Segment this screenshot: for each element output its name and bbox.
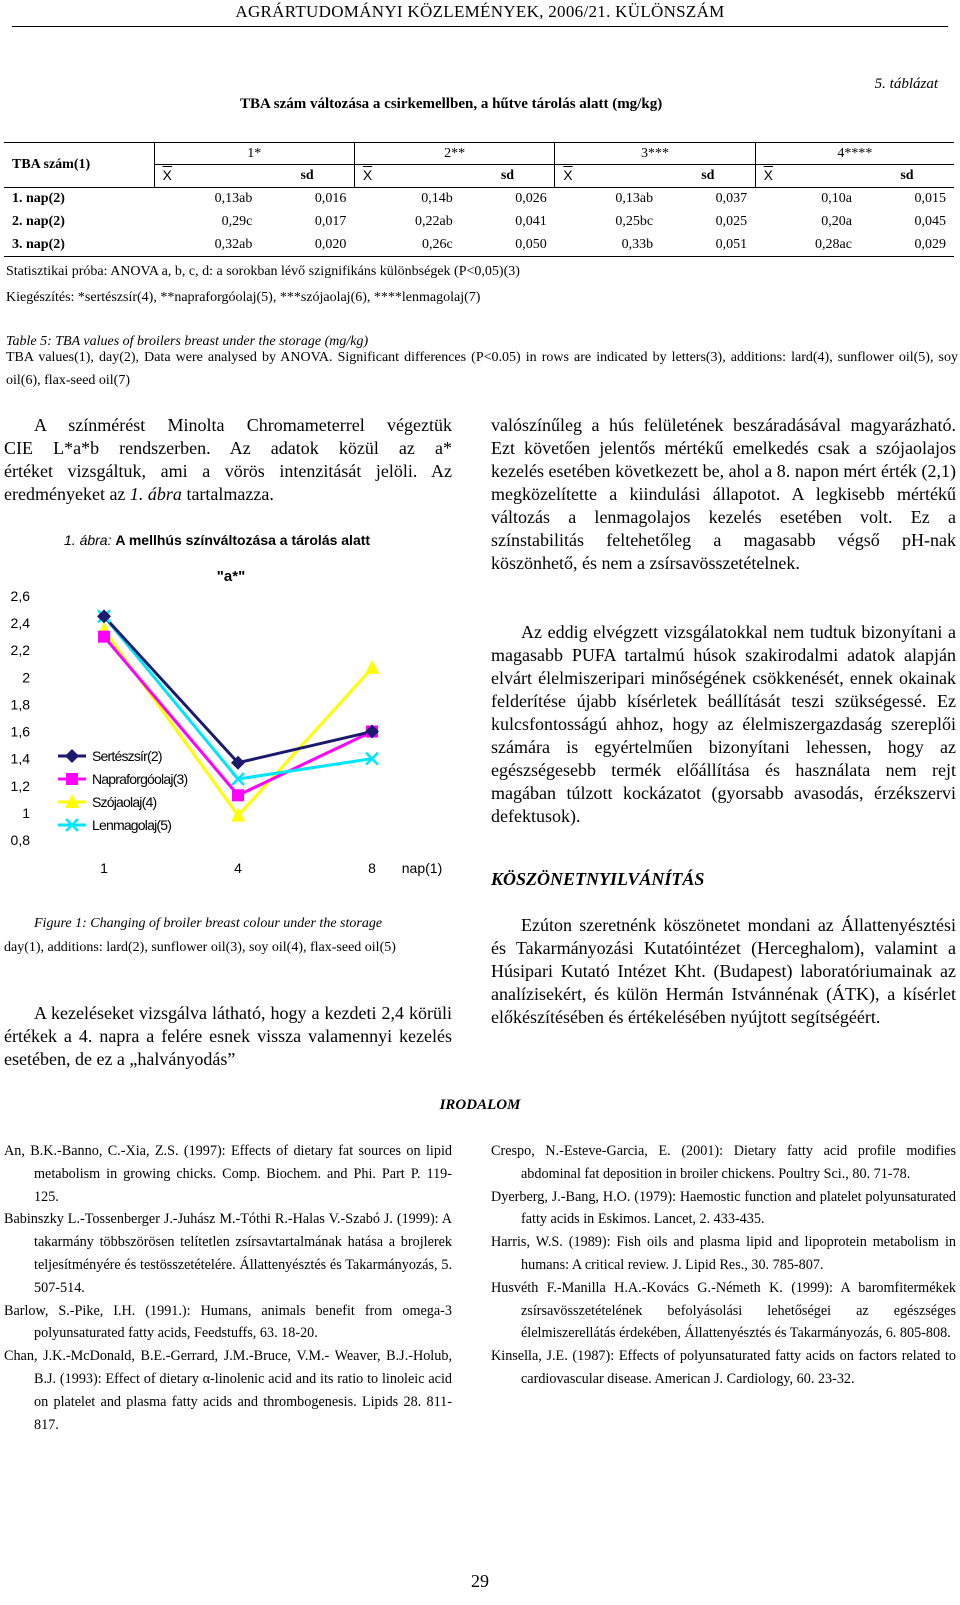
table-cell: 0,26c [354, 234, 460, 257]
table-cell: 0,25bc [615, 214, 654, 229]
references-left [4, 1140, 452, 1436]
table-cell: 0,14b [421, 191, 453, 207]
group-header-1: 1* [154, 143, 354, 165]
legend-label: Szójaolaj(4) [92, 794, 157, 810]
text-line: értéket vizsgáltuk, ami a vörös intenzitását jelöli. Az [4, 461, 452, 481]
table-cell: 0,041 [515, 214, 547, 229]
x-tick-label: 4 [234, 860, 242, 876]
table-cell: 0,28ac [755, 234, 860, 257]
table-cell: 0,025 [715, 214, 748, 229]
mean-header: $\overline{X}$ [354, 165, 460, 188]
text-line: CIE L*a*b rendszerben. Az adatok közül az a* [4, 438, 452, 458]
table-cell: 0,029 [860, 234, 954, 257]
table-cell: 0,015 [914, 191, 946, 207]
chart-legend [58, 748, 187, 833]
table-row [4, 188, 954, 211]
sd-header: sd [860, 165, 954, 188]
y-tick-label: 2,2 [10, 642, 30, 659]
y-tick-label: 1,4 [10, 750, 30, 767]
x-tick-label: 8 [368, 860, 376, 876]
table-row [4, 234, 954, 257]
chart-title: 1. ábra: A mellhús színváltozása a tárolás alatt [64, 532, 371, 548]
references-heading: IRODALOM [439, 1097, 521, 1113]
reference-item: Barlow, S.-Pike, I.H. (1991.): Humans, animals benefit from omega-3 polyunsaturated fatty acids, Feedstuffs, 63. 18-20. [4, 1302, 452, 1342]
tba-table [4, 142, 954, 257]
table-number: 5. táblázat [874, 76, 938, 92]
ack-heading: KÖSZÖNETNYILVÁNÍTÁS [491, 869, 705, 889]
table-cell: 0,20a [821, 214, 852, 229]
point-marker [65, 749, 79, 763]
table-caption-en-title: Table 5: TBA values of broilers breast under the storage (mg/kg) [6, 334, 369, 349]
reference-item: Kinsella, J.E. (1987): Effects of polyunsaturated fatty acids on factors related to cardiovascular disease. American J. Cardiology, 60. 23-32. [491, 1348, 956, 1387]
table-cell: 0,13ab [214, 191, 253, 207]
y-tick-label: 2,6 [10, 588, 30, 604]
reference-item: Crespo, N.-Esteve-Garcia, E. (2001): Dietary fatty acid profile modifies abdominal fat deposition in broiler chickens. Poultry Sci., 80. 71-78. [491, 1143, 956, 1182]
reference-item: Dyerberg, J.-Bang, H.O. (1979): Haemostic function and platelet polyunsaturated fatty acids in Eskimos. Lancet, 2. 433-435. [491, 1188, 956, 1228]
row-label: 1. nap(2) [12, 191, 65, 207]
table-row [4, 211, 954, 234]
table-cell: 0,020 [260, 234, 354, 257]
reference-item: Husvéth F.-Manilla H.A.-Kovács G.-Németh K. (1999): A baromfitermékek zsírsavösszetételének befolyásolási lehetőségei az egészséges élelmiszerellátás érdekében, Állattenyésztés és Takarmányozás, 6. 805-808. [491, 1279, 956, 1342]
ack-text: Ezúton szeretnénk köszönetet mondani az Állattenyésztési és Takarmányozási Kutatóintézet (Herceghalom), valamint a Húsipari Kutató Intézet Kht. (Budapest) laboratóriumainak az analízisekért, és külön Hermán Istvánnénak (ÁTK), a kísérlet előkészítésében és értékelésében nyújtott segítségéért. [491, 915, 956, 1027]
table-cell: 0,016 [314, 191, 347, 207]
sd-header: sd [661, 165, 755, 188]
text-line: eredményeket az 1. ábra tartalmazza. [4, 484, 274, 504]
row-label: 2. nap(2) [12, 214, 65, 229]
y-tick-label: 1,6 [10, 723, 30, 740]
row-label: 3. nap(2) [4, 234, 154, 257]
left-para-1 [4, 414, 452, 506]
chart-subtitle: "a*" [216, 568, 246, 585]
table-cell: 0,017 [314, 214, 347, 229]
y-tick-label: 1,2 [10, 777, 30, 794]
x-axis-ticks [100, 860, 376, 876]
table-cell: 0,22ab [415, 214, 453, 229]
table-cell: 0,33b [555, 234, 661, 257]
table-cell: 0,29c [221, 214, 253, 229]
right-para-2: Az eddig elvégzett vizsgálatokkal nem tudtuk bizonyítani a magasabb PUFA tartalmú húsok szakirodalmi adatok alapján elvárt élelmiszeripari minőségének csökkenését, ennek okainak felderítése újabb kísérletek beállítását teszi szükségessé. Ez kulcsfontosságú ahhoz, hogy az élelmiszergazdaság szereplői számára is egyértelműen bizonyítani lehessen, hogy az egészségesebb termék előállítása és használata nem rejt magában túlzott kockázatot (gyorsabb avasodás, érzékszervi defektusok). [491, 622, 956, 826]
sd-header: sd [260, 165, 354, 188]
y-axis-ticks [11, 588, 31, 848]
mean-header: $\overline{X}$ [755, 165, 860, 188]
legend-label: Lenmagolaj(5) [92, 817, 172, 833]
y-tick-label: 1,8 [10, 696, 30, 713]
header-rule [12, 26, 948, 27]
table-cell: 0,32ab [154, 234, 260, 257]
group-header-2: 2** [354, 143, 554, 165]
y-tick-label: 2 [22, 669, 30, 686]
mean-header: $\overline{X}$ [154, 165, 260, 188]
reference-item: Chan, J.K.-McDonald, B.E.-Gerrard, J.M.-Bruce, V.M.- Weaver, B.J.-Holub, B.J. (1993): Effect of dietary α-linolenic acid and its ratio to linoleic acid on platelet and plasma fatty acids and thrombogenesis. Lipids 28. 811-817. [4, 1348, 452, 1433]
table-title: TBA szám változása a csirkemellben, a hűtve tárolás alatt (mg/kg) [240, 96, 663, 112]
table-cell: 0,026 [515, 191, 547, 207]
y-tick-label: 2,4 [10, 615, 30, 632]
figure-1 [0, 525, 460, 905]
x-axis-label: nap(1) [401, 860, 443, 876]
y-tick-label: 1 [22, 804, 30, 821]
page-number: 29 [471, 1571, 489, 1591]
figure-caption-en: Figure 1: Changing of broiler breast colour under the storage [34, 916, 383, 931]
legend-label: Sertészsír(2) [92, 748, 162, 764]
text-line: A színmérést Minolta Chromameterrel végeztük [34, 415, 452, 435]
table-cell: 0,045 [914, 214, 946, 229]
table-cell: 0,051 [661, 234, 755, 257]
sd-header: sd [461, 165, 555, 188]
table-cell: 0,037 [715, 191, 748, 207]
table-note-suppl: Kiegészítés: *sertészsír(4), **napraforgóolaj(5), ***szójaolaj(6), ****lenmagolaj(7) [6, 290, 481, 305]
point-marker [66, 773, 78, 785]
right-para-1: valószínűleg a hús felületének beszáradásával magyarázható. Ezt követően jelentős mértékű emelkedés csak a szójaolajos kezelés esetében következett be, ahol a 8. napon mért érték (2,1) megközelítette a kiindulási állapotot. A legkisebb mértékű változás a lenmagolajos kezelés esetében volt. Ez a színstabilitás feltehetőleg a magasabb végső pH-nak köszönhető, és nem a zsírsavösszetételnek. [491, 415, 956, 573]
table-cell: 0,050 [461, 234, 555, 257]
group-header-4: 4**** [755, 143, 954, 165]
reference-item: Harris, W.S. (1989): Fish oils and plasma lipid and lipoprotein metabolism in humans: A critical review. J. Lipid Res., 30. 785-807. [491, 1234, 956, 1273]
left-para-2: A kezeléseket vizsgálva látható, hogy a kezdeti 2,4 körüli értékek a 4. napra a felére esnek vissza valamennyi kezelés esetében, de ez a „halványodás” [4, 1003, 452, 1069]
chart-svg [0, 525, 460, 905]
table-cell: 0,13ab [615, 191, 654, 207]
x-tick-label: 1 [100, 860, 108, 876]
group-header-3: 3*** [555, 143, 755, 165]
table-note-stat: Statisztikai próba: ANOVA a, b, c, d: a sorokban lévő szignifikáns különbségek (P<0,05)(3) [6, 264, 520, 279]
series-line [104, 616, 372, 762]
point-marker [365, 660, 379, 674]
legend-label: Napraforgóolaj(3) [92, 771, 188, 787]
table-cell: 0,10a [821, 191, 852, 207]
chart-series [97, 609, 379, 821]
running-head: AGRÁRTUDOMÁNYI KÖZLEMÉNYEK, 2006/21. KÜLÖNSZÁM [235, 2, 725, 21]
table-row-header: TBA szám(1) [4, 143, 154, 188]
point-marker [232, 789, 244, 801]
table-caption-en-text: TBA values(1), day(2), Data were analysed by ANOVA. Significant differences (P<0.05) in rows are indicated by letters(3), additions: lard(4), sunflower oil(5), soy oil(6), flax-seed oil(7) [6, 350, 958, 388]
point-marker [98, 631, 110, 643]
mean-header: $\overline{X}$ [555, 165, 661, 188]
series-line [104, 630, 372, 816]
figure-caption-en-rest: day(1), additions: lard(2), sunflower oil(3), soy oil(4), flax-seed oil(5) [4, 940, 396, 955]
reference-item: An, B.K.-Banno, C.-Xia, Z.S. (1997): Effects of dietary fat sources on lipid metabolism in growing chicks. Comp. Biochem. and Phi. Part P. 119-125. [4, 1143, 452, 1205]
y-tick-label: 0,8 [10, 832, 30, 848]
reference-item: Babinszky L.-Tossenberger J.-Juhász M.-Tóthi R.-Halas V.-Szabó J. (1999): A takarmány többszörösen telítetlen zsírsavtartalmának hatása a brojlerek teljesítményére és testösszetételére. Állattenyésztés és Takarmányozás, 5. 507-514. [4, 1211, 452, 1296]
references-right [491, 1140, 956, 1391]
